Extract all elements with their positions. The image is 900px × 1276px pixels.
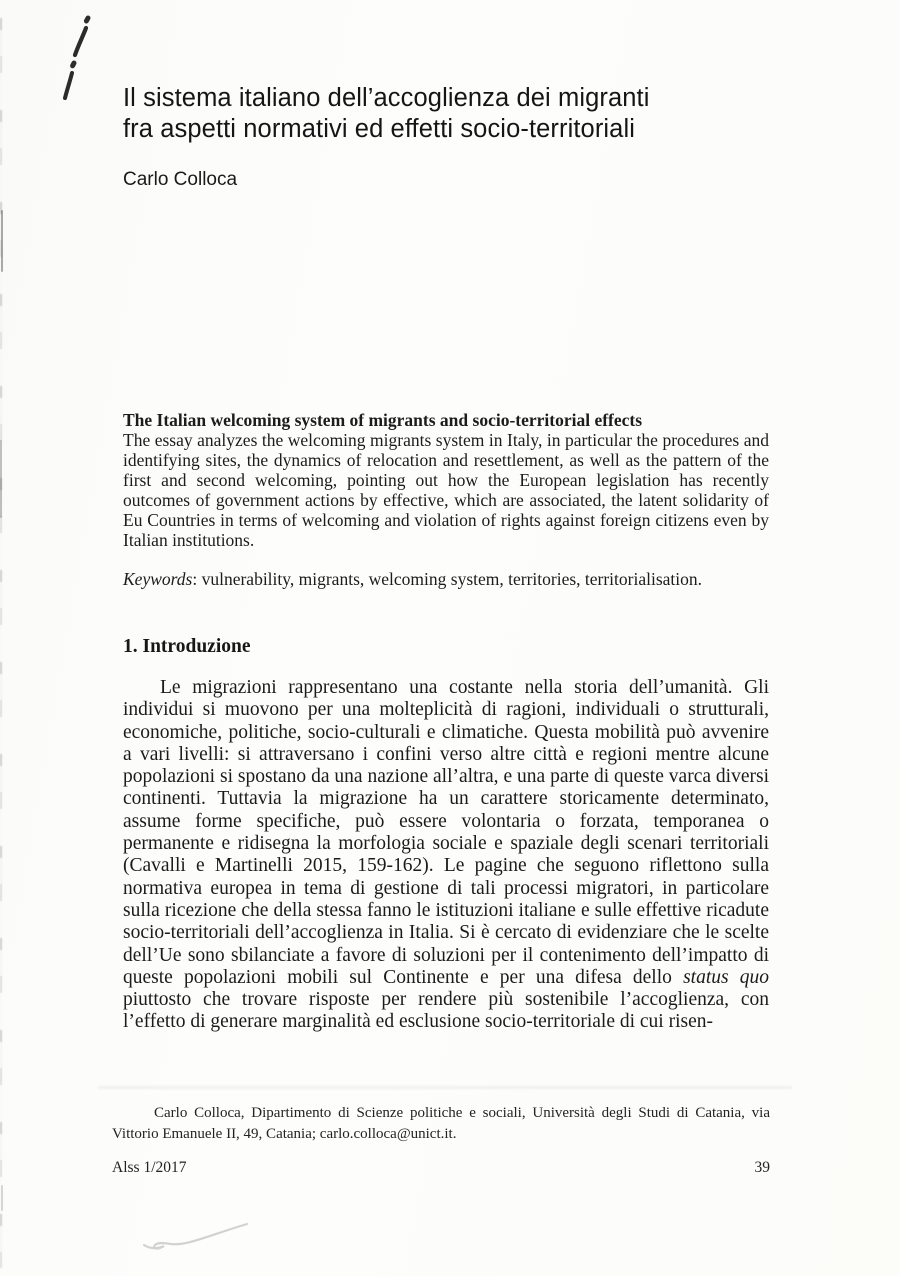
page-number: 39 [754, 1159, 770, 1176]
journal-issue-label: Alss 1/2017 [112, 1159, 187, 1176]
abstract-block [123, 410, 769, 589]
abstract-heading: The Italian welcoming system of migrants and socio-territorial effects [123, 410, 643, 430]
status-quo-italic: status quo [683, 966, 769, 988]
author-name: Carlo Colloca [123, 169, 238, 190]
keywords-list: : vulnerability, migrants, welcoming system, territories, territorialisation. [192, 569, 703, 589]
author-affiliation-footnote: Carlo Colloca, Dipartimento di Scienze politiche e sociali, Università degli Studi di Catania, via Vittorio Emanuele II, 49, Catania; carlo.colloca@unict.it. [112, 1105, 770, 1142]
keywords-label: Keywords [123, 569, 193, 589]
section-heading-introduzione: 1. Introduzione [123, 636, 251, 657]
pencil-scribble-artifact [136, 1218, 256, 1252]
article-title-line-1: Il sistema italiano dell’accoglienza dei migranti [123, 84, 650, 112]
abstract-body: The essay analyzes the welcoming migrants system in Italy, in particular the procedures and identifying sites, the dynamics of relocation and resettlement, as well as the pattern of the first and second welcoming, pointing out how the European legislation has recently outcomes of government actions by effective, which are associated, the latent solidarity of Eu Countries in terms of welcoming and violation of rights against foreign citizens even by Italian institutions. [123, 430, 769, 550]
scan-edge-tick [1, 1185, 3, 1211]
intro-paragraph-text: Le migrazioni rappresentano una costante nella storia dell’umanità. Gli individui si muovono per una molteplicità di ragioni, individuali o strutturali, economiche, politiche, socio-culturali e climatiche. Questa mobilità può avvenire a vari livelli: si attraversano i confini verso altre città e regioni mentre alcune popolazioni si spostano da una nazione all’altra, e una parte di queste varca diversi continenti. Tuttavia la migrazione ha un carattere storicamente determinato, assume forme specifiche, può essere volontaria o forzata, temporanea o permanente e ridisegna la morfologia sociale e spaziale degli scenari territoriali (Cavalli e Martinelli 2015, 159-162). Le pagine che seguono riflettono sulla normativa europea in tema di gestione di tali processi migratori, in particolare sulla ricezione che della stessa fanno le istituzioni italiane e sulle effettive ricadute socio-territoriali dell’accoglienza in Italia. Si è cercato di evidenziare che le scelte dell’Ue sono sbilanciate a favore di soluzioni per il contenimento dell’impatto di queste popolazioni mobili sul Continente e per una difesa dello [123, 677, 769, 988]
article-title [123, 83, 813, 145]
scan-edge-tick [1, 210, 3, 272]
footnote-separator-smudge [98, 1086, 792, 1089]
intro-paragraph-continuation: piuttosto che trovare risposte per rendere più sostenibile l’accoglienza, con l’effetto di generare marginalità ed esclusione socio-territoriale di cui risen- [123, 989, 769, 1033]
handwritten-pen-mark [55, 14, 97, 102]
scan-edge-artifact [0, 18, 2, 1268]
article-title-line-2: fra aspetti normativi ed effetti socio-territoriali [123, 115, 635, 143]
intro-paragraph [123, 677, 769, 1034]
scan-edge-tick [0, 440, 2, 518]
keywords-line [123, 569, 769, 589]
